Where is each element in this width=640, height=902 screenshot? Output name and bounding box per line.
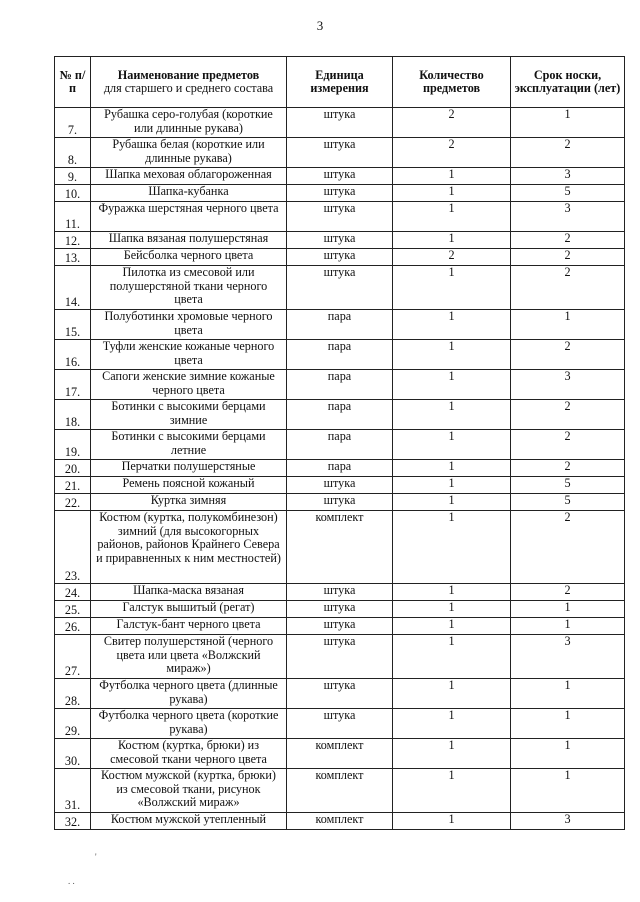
- item-term: 1: [511, 679, 625, 709]
- table-row: [55, 340, 625, 370]
- item-term: 3: [511, 168, 625, 185]
- item-quantity: 1: [393, 370, 511, 400]
- table-header-row: [55, 57, 625, 108]
- item-name: Фуражка шерстяная черного цвета: [91, 202, 287, 232]
- table-row: [55, 266, 625, 310]
- item-unit: штука: [287, 138, 393, 168]
- item-unit: штука: [287, 266, 393, 310]
- item-term: 1: [511, 310, 625, 340]
- item-name: Туфли женские кожаные черного цвета: [91, 340, 287, 370]
- item-term: 3: [511, 202, 625, 232]
- item-name: Рубашка серо-голубая (короткие или длинные рукава): [91, 108, 287, 138]
- item-quantity: 1: [393, 601, 511, 618]
- item-term: 2: [511, 138, 625, 168]
- table-row: [55, 813, 625, 830]
- table-row: [55, 232, 625, 249]
- table-row: [55, 635, 625, 679]
- item-name: Пилотка из смесовой или полушерстяной ткани черного цвета: [91, 266, 287, 310]
- item-quantity: 1: [393, 739, 511, 769]
- item-quantity: 2: [393, 249, 511, 266]
- item-name: Шапка вязаная полушерстяная: [91, 232, 287, 249]
- item-quantity: 1: [393, 709, 511, 739]
- row-number: 21.: [55, 477, 91, 494]
- item-quantity: 1: [393, 477, 511, 494]
- table-row: [55, 202, 625, 232]
- item-name: Галстук вышитый (регат): [91, 601, 287, 618]
- row-number: 30.: [55, 739, 91, 769]
- item-unit: пара: [287, 340, 393, 370]
- header-qty: Количество предметов: [393, 57, 511, 108]
- row-number: 32.: [55, 813, 91, 830]
- item-term: 3: [511, 370, 625, 400]
- item-name: Галстук-бант черного цвета: [91, 618, 287, 635]
- item-name: Футболка черного цвета (короткие рукава): [91, 709, 287, 739]
- item-name: Полуботинки хромовые черного цвета: [91, 310, 287, 340]
- item-term: 2: [511, 460, 625, 477]
- item-unit: штука: [287, 249, 393, 266]
- row-number: 25.: [55, 601, 91, 618]
- item-quantity: 1: [393, 340, 511, 370]
- row-number: 29.: [55, 709, 91, 739]
- item-unit: штука: [287, 635, 393, 679]
- table-row: [55, 168, 625, 185]
- row-number: 24.: [55, 584, 91, 601]
- item-quantity: 1: [393, 584, 511, 601]
- item-unit: пара: [287, 370, 393, 400]
- item-name: Шапка меховая облагороженная: [91, 168, 287, 185]
- table-row: [55, 249, 625, 266]
- item-unit: штука: [287, 601, 393, 618]
- item-term: 2: [511, 340, 625, 370]
- item-name: Свитер полушерстяной (черного цвета или цвета «Волжский мираж»): [91, 635, 287, 679]
- item-term: 1: [511, 618, 625, 635]
- row-number: 19.: [55, 430, 91, 460]
- item-unit: комплект: [287, 813, 393, 830]
- table-row: [55, 679, 625, 709]
- item-name: Костюм мужской (куртка, брюки) из смесовой ткани, рисунок «Волжский мираж»: [91, 769, 287, 813]
- item-quantity: 2: [393, 138, 511, 168]
- item-quantity: 1: [393, 813, 511, 830]
- item-term: 2: [511, 430, 625, 460]
- item-name: Ботинки с высокими берцами зимние: [91, 400, 287, 430]
- table-row: [55, 370, 625, 400]
- item-name: Ремень поясной кожаный: [91, 477, 287, 494]
- table-row: [55, 511, 625, 584]
- header-name: [91, 57, 287, 108]
- scan-mark: . .: [68, 876, 75, 886]
- header-term: Срок носки, эксплуатации (лет): [511, 57, 625, 108]
- item-unit: штука: [287, 108, 393, 138]
- item-name: Костюм (куртка, полукомбинезон) зимний (для высокогорных районов, районов Крайнего Севера и приравненных к ним местностей): [91, 511, 287, 584]
- item-unit: штука: [287, 168, 393, 185]
- item-term: 5: [511, 477, 625, 494]
- item-quantity: 1: [393, 168, 511, 185]
- table-row: [55, 460, 625, 477]
- row-number: 16.: [55, 340, 91, 370]
- item-name: Перчатки полушерстяные: [91, 460, 287, 477]
- row-number: 27.: [55, 635, 91, 679]
- header-unit: Единица измерения: [287, 57, 393, 108]
- page-number: 3: [316, 18, 324, 33]
- table-row: [55, 601, 625, 618]
- row-number: 15.: [55, 310, 91, 340]
- item-unit: штука: [287, 185, 393, 202]
- table-row: [55, 430, 625, 460]
- item-unit: пара: [287, 310, 393, 340]
- table-row: [55, 185, 625, 202]
- row-number: 20.: [55, 460, 91, 477]
- row-number: 9.: [55, 168, 91, 185]
- item-term: 2: [511, 249, 625, 266]
- table-row: [55, 769, 625, 813]
- table-row: [55, 310, 625, 340]
- header-name-normal: для старшего и среднего состава: [103, 81, 274, 95]
- item-unit: штука: [287, 709, 393, 739]
- item-quantity: 1: [393, 266, 511, 310]
- item-term: 3: [511, 813, 625, 830]
- item-quantity: 1: [393, 618, 511, 635]
- item-unit: пара: [287, 400, 393, 430]
- item-unit: штука: [287, 232, 393, 249]
- item-name: Бейсболка черного цвета: [91, 249, 287, 266]
- item-name: Сапоги женские зимние кожаные черного цвета: [91, 370, 287, 400]
- row-number: 8.: [55, 138, 91, 168]
- item-term: 5: [511, 494, 625, 511]
- item-unit: штука: [287, 494, 393, 511]
- table-row: [55, 584, 625, 601]
- row-number: 12.: [55, 232, 91, 249]
- table-row: [55, 477, 625, 494]
- row-number: 23.: [55, 511, 91, 584]
- table-row: [55, 709, 625, 739]
- row-number: 26.: [55, 618, 91, 635]
- item-quantity: 1: [393, 511, 511, 584]
- item-name: Костюм (куртка, брюки) из смесовой ткани черного цвета: [91, 739, 287, 769]
- item-unit: пара: [287, 460, 393, 477]
- item-term: 1: [511, 739, 625, 769]
- item-term: 2: [511, 266, 625, 310]
- item-name: Костюм мужской утепленный: [91, 813, 287, 830]
- item-quantity: 1: [393, 430, 511, 460]
- scan-mark: ': [95, 852, 97, 862]
- item-term: 2: [511, 511, 625, 584]
- table-row: [55, 138, 625, 168]
- item-unit: комплект: [287, 769, 393, 813]
- table-row: [55, 108, 625, 138]
- items-table: [54, 56, 625, 830]
- header-num: № п/п: [55, 57, 91, 108]
- item-unit: штука: [287, 477, 393, 494]
- table-row: [55, 739, 625, 769]
- item-name: Шапка-кубанка: [91, 185, 287, 202]
- item-name: Рубашка белая (короткие или длинные рукава): [91, 138, 287, 168]
- item-unit: штука: [287, 679, 393, 709]
- row-number: 10.: [55, 185, 91, 202]
- item-term: 1: [511, 108, 625, 138]
- item-name: Ботинки с высокими берцами летние: [91, 430, 287, 460]
- table-row: [55, 618, 625, 635]
- item-quantity: 1: [393, 202, 511, 232]
- item-term: 3: [511, 635, 625, 679]
- item-term: 1: [511, 709, 625, 739]
- header-name-bold: Наименование предметов: [117, 67, 260, 82]
- table-row: [55, 400, 625, 430]
- item-quantity: 2: [393, 108, 511, 138]
- row-number: 18.: [55, 400, 91, 430]
- item-term: 1: [511, 601, 625, 618]
- item-quantity: 1: [393, 232, 511, 249]
- item-unit: штука: [287, 584, 393, 601]
- item-quantity: 1: [393, 460, 511, 477]
- item-name: Футболка черного цвета (длинные рукава): [91, 679, 287, 709]
- item-unit: комплект: [287, 511, 393, 584]
- item-term: 2: [511, 232, 625, 249]
- item-quantity: 1: [393, 635, 511, 679]
- item-quantity: 1: [393, 769, 511, 813]
- item-unit: штука: [287, 618, 393, 635]
- item-quantity: 1: [393, 679, 511, 709]
- item-term: 2: [511, 400, 625, 430]
- row-number: 13.: [55, 249, 91, 266]
- item-name: Куртка зимняя: [91, 494, 287, 511]
- item-quantity: 1: [393, 400, 511, 430]
- row-number: 11.: [55, 202, 91, 232]
- row-number: 14.: [55, 266, 91, 310]
- item-term: 5: [511, 185, 625, 202]
- row-number: 7.: [55, 108, 91, 138]
- item-unit: штука: [287, 202, 393, 232]
- item-name: Шапка-маска вязаная: [91, 584, 287, 601]
- item-term: 2: [511, 584, 625, 601]
- item-unit: пара: [287, 430, 393, 460]
- row-number: 31.: [55, 769, 91, 813]
- row-number: 17.: [55, 370, 91, 400]
- item-unit: комплект: [287, 739, 393, 769]
- table-row: [55, 494, 625, 511]
- item-term: 1: [511, 769, 625, 813]
- row-number: 28.: [55, 679, 91, 709]
- item-quantity: 1: [393, 494, 511, 511]
- item-quantity: 1: [393, 185, 511, 202]
- row-number: 22.: [55, 494, 91, 511]
- item-quantity: 1: [393, 310, 511, 340]
